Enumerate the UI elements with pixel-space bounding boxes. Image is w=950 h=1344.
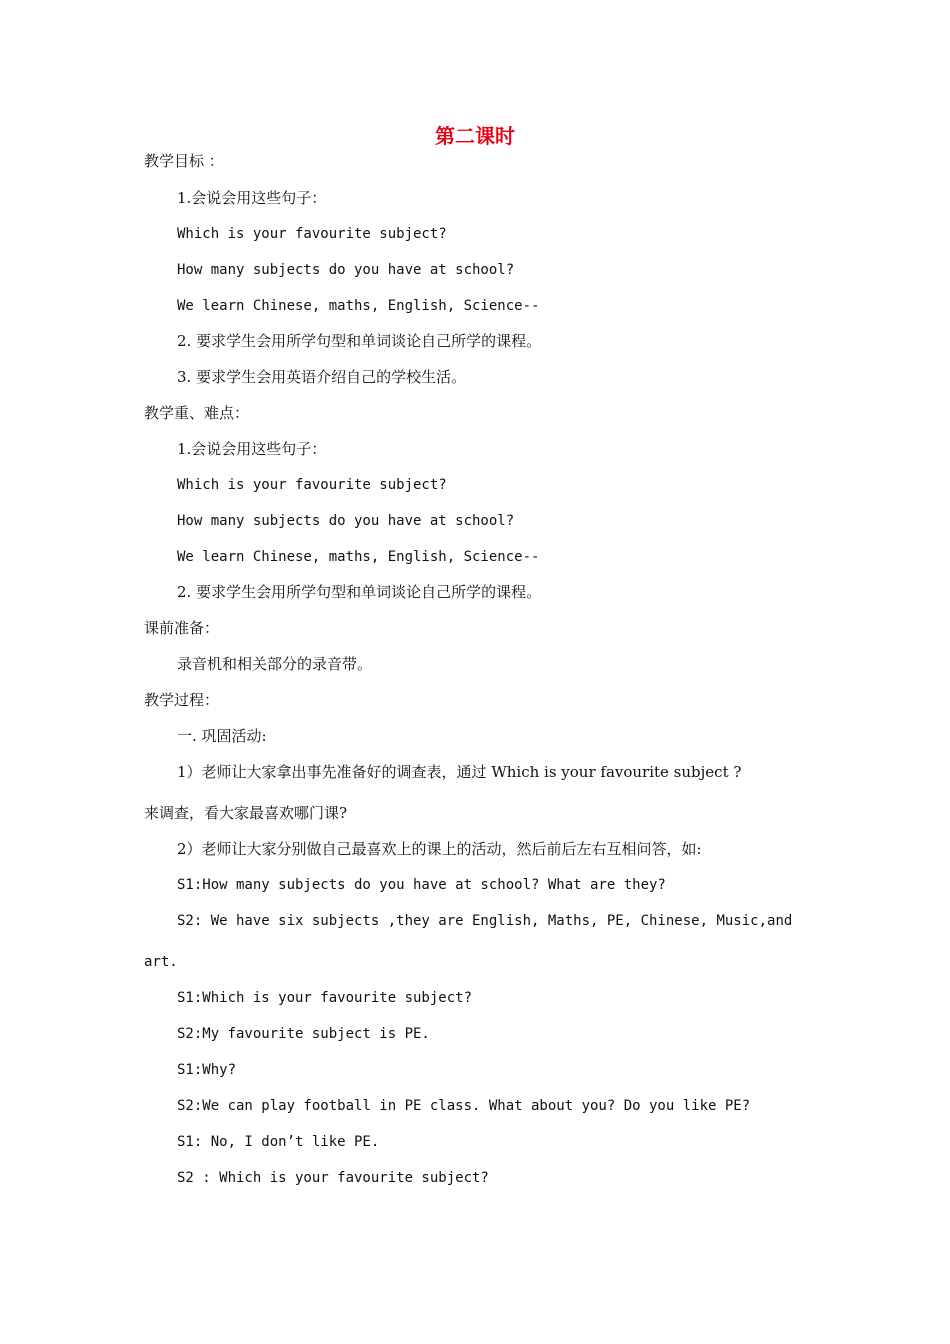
dialogue-line: S2: We have six subjects ,they are English, Maths, PE, Chinese, Music,and bbox=[177, 913, 793, 929]
process-step-1: 一. 巩固活动: bbox=[177, 727, 267, 745]
goal-sentence-3: We learn Chinese, maths, English, Science-- bbox=[177, 298, 540, 314]
key-sentence-1: Which is your favourite subject? bbox=[177, 477, 447, 493]
preparation-text: 录音机和相关部分的录音带。 bbox=[177, 655, 373, 673]
goal-item-1: 1.会说会用这些句子： bbox=[177, 189, 327, 207]
goal-sentence-2: How many subjects do you have at school? bbox=[177, 262, 515, 278]
dialogue-line: S1:How many subjects do you have at school? What are they? bbox=[177, 877, 666, 893]
heading-teaching-goals: 教学目标 ： bbox=[144, 152, 224, 170]
page-title: 第二课时 bbox=[435, 124, 515, 148]
goal-sentence-1: Which is your favourite subject? bbox=[177, 226, 447, 242]
dialogue-line: S2 : Which is your favourite subject? bbox=[177, 1170, 489, 1186]
heading-key-points: 教学重、难点： bbox=[144, 404, 250, 422]
process-item-2: 2）老师让大家分别做自己最喜欢上的课上的活动，然后前后左右互相问答，如: bbox=[177, 840, 702, 858]
dialogue-line-cont: art. bbox=[144, 954, 178, 970]
process-item-1-cont: 来调查，看大家最喜欢哪门课? bbox=[144, 804, 348, 822]
goal-item-3: 3. 要求学生会用英语介绍自己的学校生活。 bbox=[177, 368, 467, 386]
dialogue-line: S2:We can play football in PE class. What about you? Do you like PE? bbox=[177, 1098, 751, 1114]
dialogue-line: S1: No, I don’t like PE. bbox=[177, 1134, 380, 1150]
dialogue-line: S1:Which is your favourite subject? bbox=[177, 990, 473, 1006]
key-item-2: 2. 要求学生会用所学句型和单词谈论自己所学的课程。 bbox=[177, 583, 542, 601]
process-item-1: 1）老师让大家拿出事先准备好的调查表，通过 Which is your favourite subject ? bbox=[177, 763, 742, 781]
dialogue-line: S1:Why? bbox=[177, 1062, 237, 1078]
key-sentence-2: How many subjects do you have at school? bbox=[177, 513, 515, 529]
key-sentence-3: We learn Chinese, maths, English, Science-- bbox=[177, 549, 540, 565]
heading-preparation: 课前准备： bbox=[144, 619, 220, 637]
heading-process: 教学过程： bbox=[144, 691, 220, 709]
key-item-1: 1.会说会用这些句子： bbox=[177, 440, 327, 458]
goal-item-2: 2. 要求学生会用所学句型和单词谈论自己所学的课程。 bbox=[177, 332, 542, 350]
dialogue-line: S2:My favourite subject is PE. bbox=[177, 1026, 430, 1042]
